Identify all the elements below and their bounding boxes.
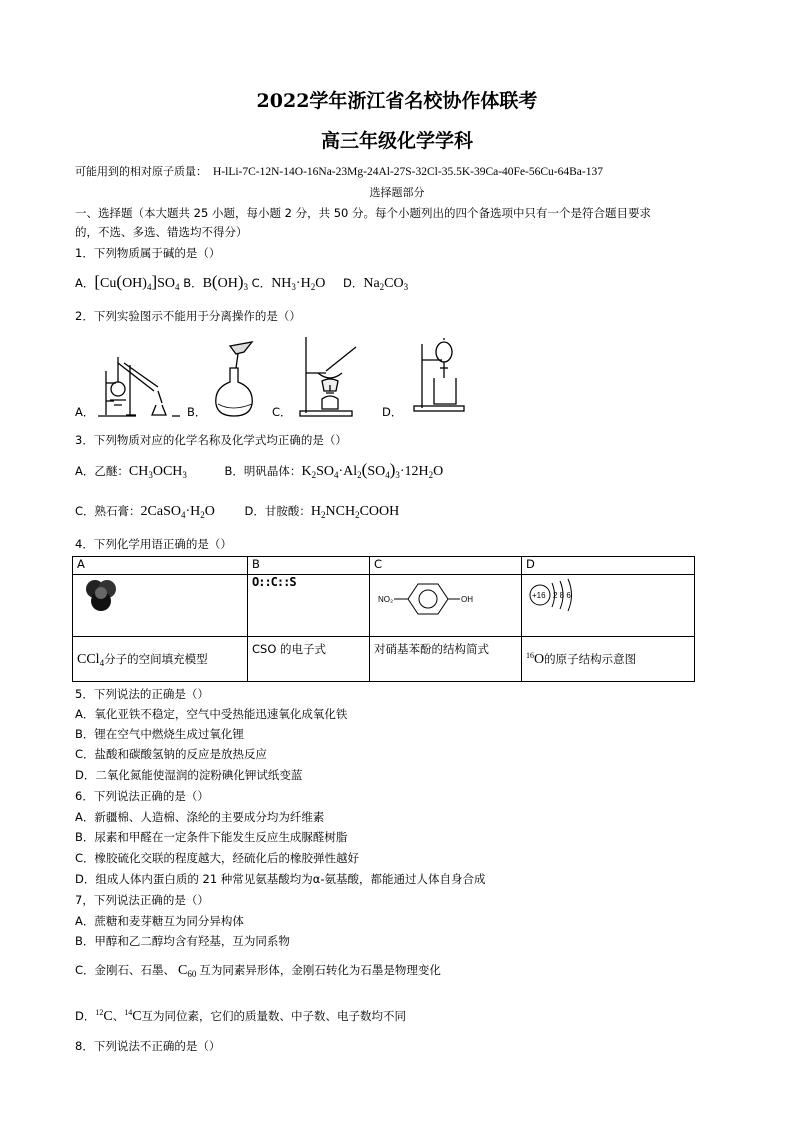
q4-caption-a-text: 分子的空间填充模型: [104, 651, 208, 666]
q3-options-cd: [75, 503, 399, 520]
q1-option-b-formula: $B(OH)_3$: [202, 272, 248, 292]
q4-caption-d-text: 的原子结构示意图: [544, 651, 637, 666]
q1-option-a-formula: $[Cu(OH)_4]SO_4$: [94, 272, 180, 292]
q4-caption-a: CCl$_4$分子的空间填充模型: [73, 637, 248, 682]
atomic-mass-label: 可能用到的相对原子质量：: [75, 165, 207, 178]
q7-option-c-suffix: 互为同素异形体，金刚石转化为石墨是物理变化: [199, 963, 441, 977]
q1-options: [75, 272, 408, 292]
q7-stem: 7，下列说法正确的是（）: [75, 893, 209, 907]
atom-nucleus-label: +16: [532, 591, 546, 600]
q1-option-b-label: B．: [183, 276, 203, 290]
q6-stem: 6．下列说法正确的是（）: [75, 789, 209, 803]
q3-stem: 3．下列物质对应的化学名称及化学式均正确的是（）: [75, 433, 347, 447]
q7-option-d-suffix: 互为同位素，它们的质量数、中子数、电子数均不同: [141, 1009, 407, 1023]
q4-table: [72, 556, 695, 682]
q4-caption-b: CSO 的电子式: [248, 637, 370, 682]
q1-option-c-formula: $NH_3\cdot H_2O$: [271, 276, 326, 292]
q8-stem: 8．下列说法不正确的是（）: [75, 1039, 221, 1053]
q5-option-c: C．盐酸和碳酸氢钠的反应是放热反应: [75, 747, 268, 761]
q3-option-d-formula: $H_2NCH_2COOH$: [310, 504, 400, 520]
q7-option-d-prefix: D．: [75, 1009, 96, 1023]
q1-option-a-label: A．: [75, 276, 95, 290]
q7-option-c-prefix: C．金刚石、石墨、: [75, 963, 176, 977]
q4-cell-c-structure: [370, 575, 522, 637]
atomic-mass-values: H-lLi-7C-12N-14O-16Na-23Mg-24Al-27S-32Cl-35.5K-39Ca-40Fe-56Cu-64Ba-137: [213, 166, 603, 178]
q6-option-b: B．尿素和甲醛在一定条件下能发生反应生成脲醛树脂: [75, 830, 348, 844]
atom-shells-label: 2 8 6: [553, 591, 571, 600]
q7-option-d: D．$^{12}$C、$^{14}$C互为同位素，它们的质量数、中子数、电子数均不同: [75, 1008, 407, 1024]
q3-option-c-formula: $2CaSO_4\cdot H_2O$: [140, 504, 215, 520]
q4-stem: 4．下列化学用语正确的是（）: [75, 537, 232, 551]
q5-option-a: A．氧化亚铁不稳定，空气中受热能迅速氧化成氧化铁: [75, 707, 348, 721]
q2-option-c-label: C．: [272, 405, 292, 419]
atomic-mass-line: [75, 163, 603, 179]
q2-option-a-label: A．: [75, 405, 95, 419]
q3-option-b-formula: $K_2SO_4\cdot Al_2(SO_4)_3\cdot 12H_2O$: [301, 460, 444, 480]
q2-stem: 2．下列实验图示不能用于分离操作的是（）: [75, 309, 301, 323]
instructions-line-1: 一、选择题（本大题共 25 小题，每小题 2 分，共 50 分。每个小题列出的四个备选项中只有一个是符合题目要求: [75, 206, 652, 220]
separatory-funnel-icon: [410, 338, 470, 412]
q4-header-c: C: [370, 557, 522, 575]
q3-option-b-label: B．明矾晶体：: [224, 464, 302, 478]
q2-option-b-label: B．: [187, 405, 207, 419]
nitro-group-label: NO₂: [378, 595, 394, 604]
page-subtitle: 高三年级化学学科: [320, 130, 473, 152]
instructions-line-2: 的，不选、多选、错选均不得分）: [75, 225, 248, 239]
q6-option-c: C．橡胶硫化交联的程度越大，经硫化后的橡胶弹性越好: [75, 851, 360, 865]
q3-options-ab: [75, 460, 443, 480]
distillation-apparatus-icon: [96, 345, 182, 419]
q7-option-b: B．甲醇和乙二醇均含有羟基，互为同系物: [75, 934, 290, 948]
flask-funnel-icon: [210, 338, 258, 420]
q1-stem: 1．下列物质属于碱的是（）: [75, 246, 221, 260]
nitrophenol-structure-icon: [374, 575, 494, 619]
q3-option-a-formula: $CH_3OCH_3$: [128, 464, 187, 480]
c60-formula: $C_{60}$: [178, 963, 197, 979]
q1-option-c-label: C．: [251, 276, 272, 290]
q1-option-d-formula: $Na_2CO_3$: [363, 276, 409, 292]
q2-option-d-label: D．: [382, 405, 403, 419]
q5-option-b: B．锂在空气中燃烧生成过氧化锂: [75, 727, 244, 741]
q7-option-a: A．蔗糖和麦芽糖互为同分异构体: [75, 914, 244, 928]
q7-option-c: [75, 962, 441, 979]
q6-option-a: A．新疆棉、人造棉、涤纶的主要成分均为纤维素: [75, 810, 325, 824]
ccl4-space-filling-model-icon: [77, 575, 127, 615]
q4-caption-c: 对硝基苯酚的结构简式: [370, 637, 522, 682]
hydroxyl-group-label: OH: [461, 595, 473, 604]
page-title: 2022学年浙江省名校协作体联考: [256, 90, 538, 112]
c14-isotope: $^{14}$C: [124, 1008, 142, 1024]
q5-stem: 5．下列说法的正确是（）: [75, 687, 209, 701]
q4-header-b: B: [248, 557, 370, 575]
c12-isotope: $^{12}$C: [95, 1008, 113, 1024]
q6-option-d: D．组成人体内蛋白质的 21 种常见氨基酸均为α-氨基酸，都能通过人体自身合成: [75, 872, 486, 886]
cso-electron-formula: O::C::S: [252, 575, 296, 589]
q1-option-d-label: D．: [342, 276, 364, 290]
evaporation-apparatus-icon: [296, 333, 366, 419]
q3-option-d-label: D．甘胺酸：: [244, 504, 311, 518]
q3-option-c-label: C．熟石膏：: [75, 504, 141, 518]
q5-option-d: D．二氧化氮能使湿润的淀粉碘化钾试纸变蓝: [75, 768, 303, 782]
oxygen-atom-structure-icon: [526, 575, 616, 619]
section-label: 选择题部分: [369, 186, 425, 199]
q4-cell-b-formula: [248, 575, 370, 637]
q4-cell-d-diagram: [522, 575, 695, 637]
q4-header-d: D: [522, 557, 695, 575]
q3-option-a-label: A．乙醚：: [75, 464, 129, 478]
q4-cell-a-model: [73, 575, 248, 637]
q4-header-a: A: [73, 557, 248, 575]
q4-caption-d: $^{16}$O的原子结构示意图: [522, 637, 695, 682]
